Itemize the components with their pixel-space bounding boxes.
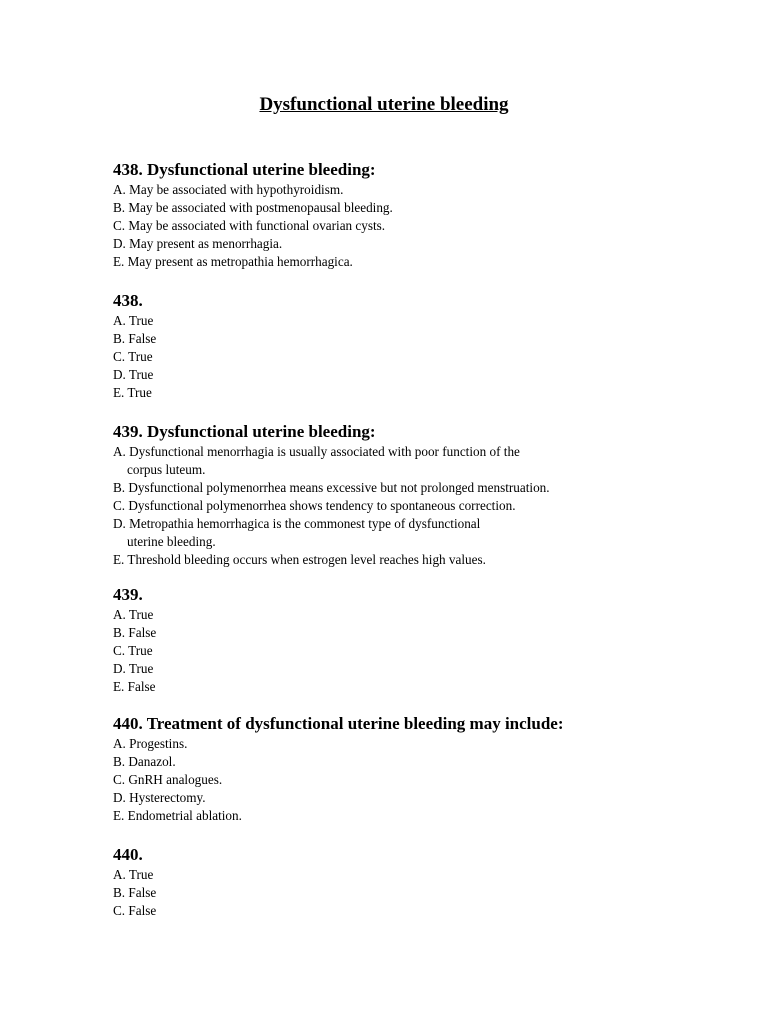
option-d-line-2: uterine bleeding.	[127, 534, 216, 549]
answer-c: C. True	[113, 643, 153, 658]
option-e: E. Threshold bleeding occurs when estrogen level reaches high values.	[113, 552, 486, 567]
answer-439	[113, 585, 733, 696]
option-a	[113, 443, 733, 479]
option-d	[113, 515, 733, 551]
option-b: B. Danazol.	[113, 754, 176, 769]
answer-d: D. True	[113, 661, 154, 676]
answer-d: D. True	[113, 367, 154, 382]
answer-c: C. False	[113, 903, 157, 918]
answer-e: E. True	[113, 385, 152, 400]
answer-438	[113, 291, 733, 402]
answer-a: A. True	[113, 313, 154, 328]
option-e: E. Endometrial ablation.	[113, 808, 242, 823]
option-e: E. May present as metropathia hemorrhagica.	[113, 254, 353, 269]
option-c: C. May be associated with functional ovarian cysts.	[113, 218, 386, 233]
option-d: D. Hysterectomy.	[113, 790, 206, 805]
question-heading: 438. Dysfunctional uterine bleeding:	[113, 160, 376, 179]
option-c: C. Dysfunctional polymenorrhea shows tendency to spontaneous correction.	[113, 498, 516, 513]
answer-heading: 438.	[113, 291, 143, 310]
answer-b: B. False	[113, 331, 157, 346]
option-a-line-2: corpus luteum.	[127, 462, 206, 477]
option-d-line-1: D. Metropathia hemorrhagica is the commonest type of dysfunctional	[113, 516, 481, 531]
option-a: A. May be associated with hypothyroidism.	[113, 182, 344, 197]
option-b: B. May be associated with postmenopausal bleeding.	[113, 200, 393, 215]
option-c: C. GnRH analogues.	[113, 772, 223, 787]
question-440	[113, 714, 733, 825]
option-a: A. Progestins.	[113, 736, 188, 751]
question-439	[113, 422, 733, 569]
answer-heading: 440.	[113, 845, 143, 864]
answer-440	[113, 845, 733, 920]
document-title: Dysfunctional uterine bleeding	[259, 94, 509, 115]
answer-a: A. True	[113, 867, 154, 882]
answer-b: B. False	[113, 885, 157, 900]
option-d: D. May present as menorrhagia.	[113, 236, 283, 251]
option-a-line-1: A. Dysfunctional menorrhagia is usually associated with poor function of the	[113, 444, 520, 459]
answer-heading: 439.	[113, 585, 143, 604]
answer-e: E. False	[113, 679, 156, 694]
option-b: B. Dysfunctional polymenorrhea means excessive but not prolonged menstruation.	[113, 480, 550, 495]
answer-a: A. True	[113, 607, 154, 622]
question-heading: 440. Treatment of dysfunctional uterine bleeding may include:	[113, 714, 564, 733]
answer-b: B. False	[113, 625, 157, 640]
question-438	[113, 160, 733, 271]
answer-c: C. True	[113, 349, 153, 364]
question-heading: 439. Dysfunctional uterine bleeding:	[113, 422, 376, 441]
